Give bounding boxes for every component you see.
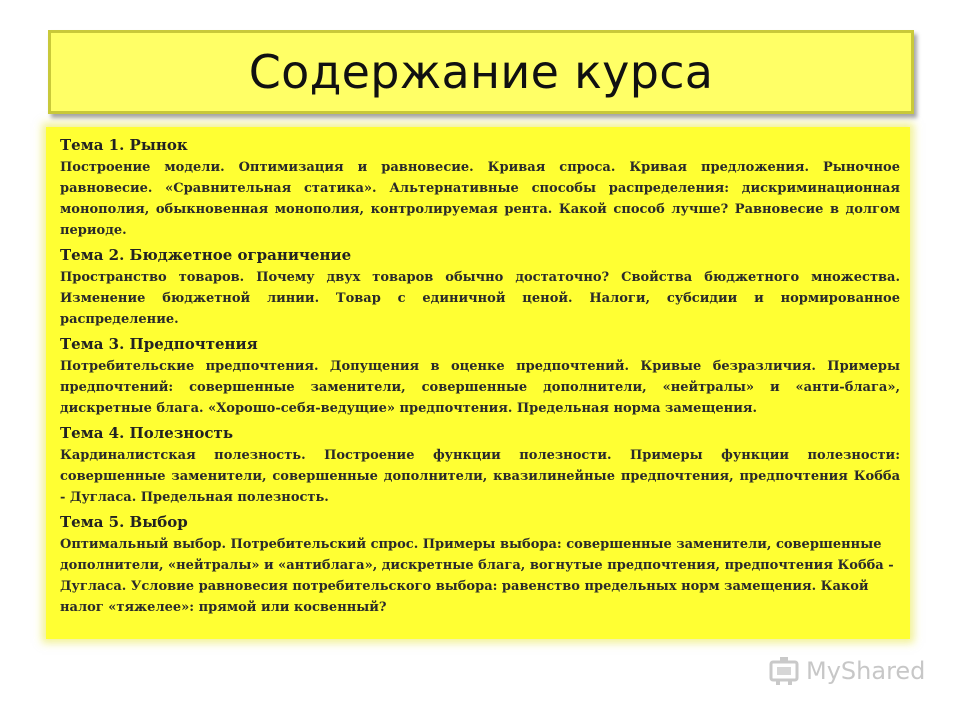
myshared-watermark — [768, 656, 925, 686]
topic-body: Пространство товаров. Почему двух товаров обычно достаточно? Свойства бюджетного множества. Изменение бюджетной линии. Товар с единичной ценой. Налоги, субсидии и нормированное распределение. — [60, 270, 900, 327]
topic-3 — [60, 334, 900, 419]
topic-body: Оптимальный выбор. Потребительский спрос. Примеры выбора: совершенные заменители, совершенные дополнители, «нейтралы» и «антиблага», дискретные блага, вогнутые предпочтения, предпочтения Кобба - Дугласа. Условие равновесия потребительского выбора: равенство предельных норм замещения. Какой налог «тяжелее»: прямой или косвенный? — [60, 537, 894, 615]
topic-body: Потребительские предпочтения. Допущения в оценке предпочтений. Кривые безразличия. Примеры предпочтений: совершенные заменители, совершенные дополнители, «нейтралы» и «анти-блага», дискретные блага. «Хорошо-себя-ведущие» предпочтения. Предельная норма замещения. — [60, 359, 900, 416]
watermark-text: MyShared — [806, 657, 926, 685]
topic-2 — [60, 245, 900, 330]
slide-title-box — [48, 30, 914, 114]
topic-title: Тема 5. Выбор — [60, 513, 188, 531]
topic-body: Построение модели. Оптимизация и равновесие. Кривая спроса. Кривая предложения. Рыночное равновесие. «Сравнительная статика». Альтернативные способы распределения: дискриминационная монополия, обыкновенная монополия, контролируемая рента. Какой способ лучше? Равновесие в долгом периоде. — [60, 160, 900, 238]
topic-title: Тема 1. Рынок — [60, 136, 188, 154]
course-content-panel — [46, 127, 910, 639]
topic-body: Кардиналистская полезность. Построение функции полезности. Примеры функции полезности: совершенные заменители, совершенные дополнители, квазилинейные предпочтения, предпочтения Кобба - Дугласа. Предельная полезность. — [60, 448, 900, 505]
slide-title: Содержание курса — [248, 45, 714, 99]
topic-title: Тема 4. Полезность — [60, 424, 234, 442]
topic-title: Тема 3. Предпочтения — [60, 335, 258, 353]
topic-5 — [60, 512, 900, 618]
topic-title: Тема 2. Бюджетное ограничение — [60, 246, 352, 264]
topic-4 — [60, 423, 900, 508]
topic-1 — [60, 135, 900, 241]
myshared-logo-icon — [768, 656, 800, 686]
